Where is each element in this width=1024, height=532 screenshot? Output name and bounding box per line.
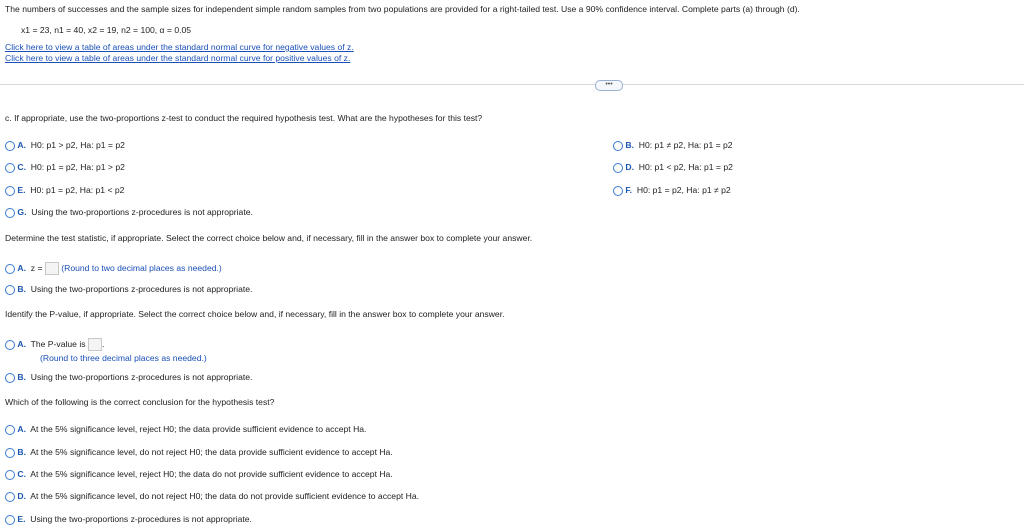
more-button[interactable]: ••• xyxy=(595,80,623,91)
z-answer-box[interactable] xyxy=(45,262,59,275)
radio-button[interactable] xyxy=(613,163,623,173)
option-letter: A. xyxy=(17,424,26,434)
conclusion-option-a[interactable] xyxy=(5,424,366,435)
option-letter: A. xyxy=(17,262,26,273)
test-stat-option-a[interactable] xyxy=(5,262,222,275)
part-c-question: c. If appropriate, use the two-proportions z-test to conduct the required hypothesis test. What are the hypotheses for this test? xyxy=(5,113,483,123)
option-letter: E. xyxy=(17,185,26,195)
test-stat-question: Determine the test statistic, if appropriate. Select the correct choice below and, if necessary, fill in the answer box to complete your answer. xyxy=(5,233,533,243)
section-divider xyxy=(0,84,1024,85)
option-text: H0: p1 = p2, Ha: p1 < p2 xyxy=(30,185,125,195)
pvalue-answer-box[interactable] xyxy=(88,338,105,351)
option-letter: C. xyxy=(17,469,26,479)
radio-button[interactable] xyxy=(5,141,15,151)
option-letter: B. xyxy=(17,447,26,457)
pvalue-suffix: . xyxy=(101,338,105,349)
negative-z-table-link[interactable]: Click here to view a table of areas under the standard normal curve for negative values of z. xyxy=(5,42,354,52)
conclusion-option-d[interactable] xyxy=(5,491,419,502)
option-letter: D. xyxy=(625,162,634,172)
option-text: H0: p1 < p2, Ha: p1 = p2 xyxy=(638,162,733,172)
option-text: H0: p1 ≠ p2, Ha: p1 = p2 xyxy=(638,140,733,150)
conclusion-option-c[interactable] xyxy=(5,469,393,480)
option-text: At the 5% significance level, reject H0; the data provide sufficient evidence to accept Ha. xyxy=(30,424,367,434)
z-prefix: z = xyxy=(30,262,43,273)
pvalue-rounding-hint: (Round to three decimal places as needed.) xyxy=(40,353,207,363)
option-letter: D. xyxy=(17,491,26,501)
option-letter: F. xyxy=(625,185,633,195)
option-letter: C. xyxy=(17,162,26,172)
option-text: H0: p1 > p2, Ha: p1 = p2 xyxy=(30,140,125,150)
option-text: H0: p1 = p2, Ha: p1 ≠ p2 xyxy=(636,185,731,195)
radio-button[interactable] xyxy=(613,141,623,151)
radio-button[interactable] xyxy=(5,208,15,218)
hypothesis-option-f[interactable] xyxy=(613,185,731,196)
given-values: x1 = 23, n1 = 40, x2 = 19, n2 = 100, α = 0.05 xyxy=(21,25,192,35)
option-letter: A. xyxy=(17,140,26,150)
option-letter: E. xyxy=(17,514,26,524)
radio-button[interactable] xyxy=(5,515,15,525)
radio-button[interactable] xyxy=(5,492,15,502)
radio-button[interactable] xyxy=(5,163,15,173)
hypothesis-option-d[interactable] xyxy=(613,162,733,173)
test-stat-option-b[interactable] xyxy=(5,284,252,295)
hypothesis-option-a[interactable] xyxy=(5,140,125,151)
pvalue-option-a[interactable] xyxy=(5,338,104,351)
conclusion-question: Which of the following is the correct conclusion for the hypothesis test? xyxy=(5,397,275,407)
hypothesis-option-e[interactable] xyxy=(5,185,124,196)
z-rounding-hint: (Round to two decimal places as needed.) xyxy=(61,262,222,273)
radio-button[interactable] xyxy=(613,186,623,196)
option-text: H0: p1 = p2, Ha: p1 > p2 xyxy=(30,162,125,172)
pvalue-question: Identify the P-value, if appropriate. Select the correct choice below and, if necessary, fill in the answer box to complete your answer. xyxy=(5,309,505,319)
pvalue-prefix: The P-value is xyxy=(30,338,86,349)
hypothesis-option-c[interactable] xyxy=(5,162,125,173)
conclusion-option-e[interactable] xyxy=(5,514,252,525)
pvalue-option-b[interactable] xyxy=(5,372,252,383)
option-text: At the 5% significance level, reject H0; the data do not provide sufficient evidence to accept Ha. xyxy=(30,469,393,479)
option-letter: A. xyxy=(17,338,26,349)
radio-button[interactable] xyxy=(5,448,15,458)
hypothesis-option-g[interactable] xyxy=(5,207,253,218)
option-text: At the 5% significance level, do not reject H0; the data do not provide sufficient evidence to accept Ha. xyxy=(30,491,420,501)
option-text: Using the two-proportions z-procedures is not appropriate. xyxy=(30,372,253,382)
hypothesis-option-b[interactable] xyxy=(613,140,733,151)
radio-button[interactable] xyxy=(5,470,15,480)
option-text: Using the two-proportions z-procedures is not appropriate. xyxy=(30,514,252,524)
option-letter: B. xyxy=(17,372,26,382)
option-letter: G. xyxy=(17,207,27,217)
radio-button[interactable] xyxy=(5,285,15,295)
radio-button[interactable] xyxy=(5,425,15,435)
radio-button[interactable] xyxy=(5,186,15,196)
option-text: At the 5% significance level, do not reject H0; the data provide sufficient evidence to accept Ha. xyxy=(30,447,393,457)
radio-button[interactable] xyxy=(5,373,15,383)
radio-button[interactable] xyxy=(5,264,15,274)
conclusion-option-b[interactable] xyxy=(5,447,393,458)
option-text: Using the two-proportions z-procedures is not appropriate. xyxy=(31,207,253,217)
positive-z-table-link[interactable]: Click here to view a table of areas under the standard normal curve for positive values of z. xyxy=(5,53,351,63)
radio-button[interactable] xyxy=(5,340,15,350)
option-text: Using the two-proportions z-procedures is not appropriate. xyxy=(30,284,253,294)
problem-statement: The numbers of successes and the sample sizes for independent simple random samples from two populations are provided for a right-tailed test. Use a 90% confidence interval. Complete parts (a) through (d). xyxy=(5,4,800,14)
option-letter: B. xyxy=(625,140,634,150)
option-letter: B. xyxy=(17,284,26,294)
